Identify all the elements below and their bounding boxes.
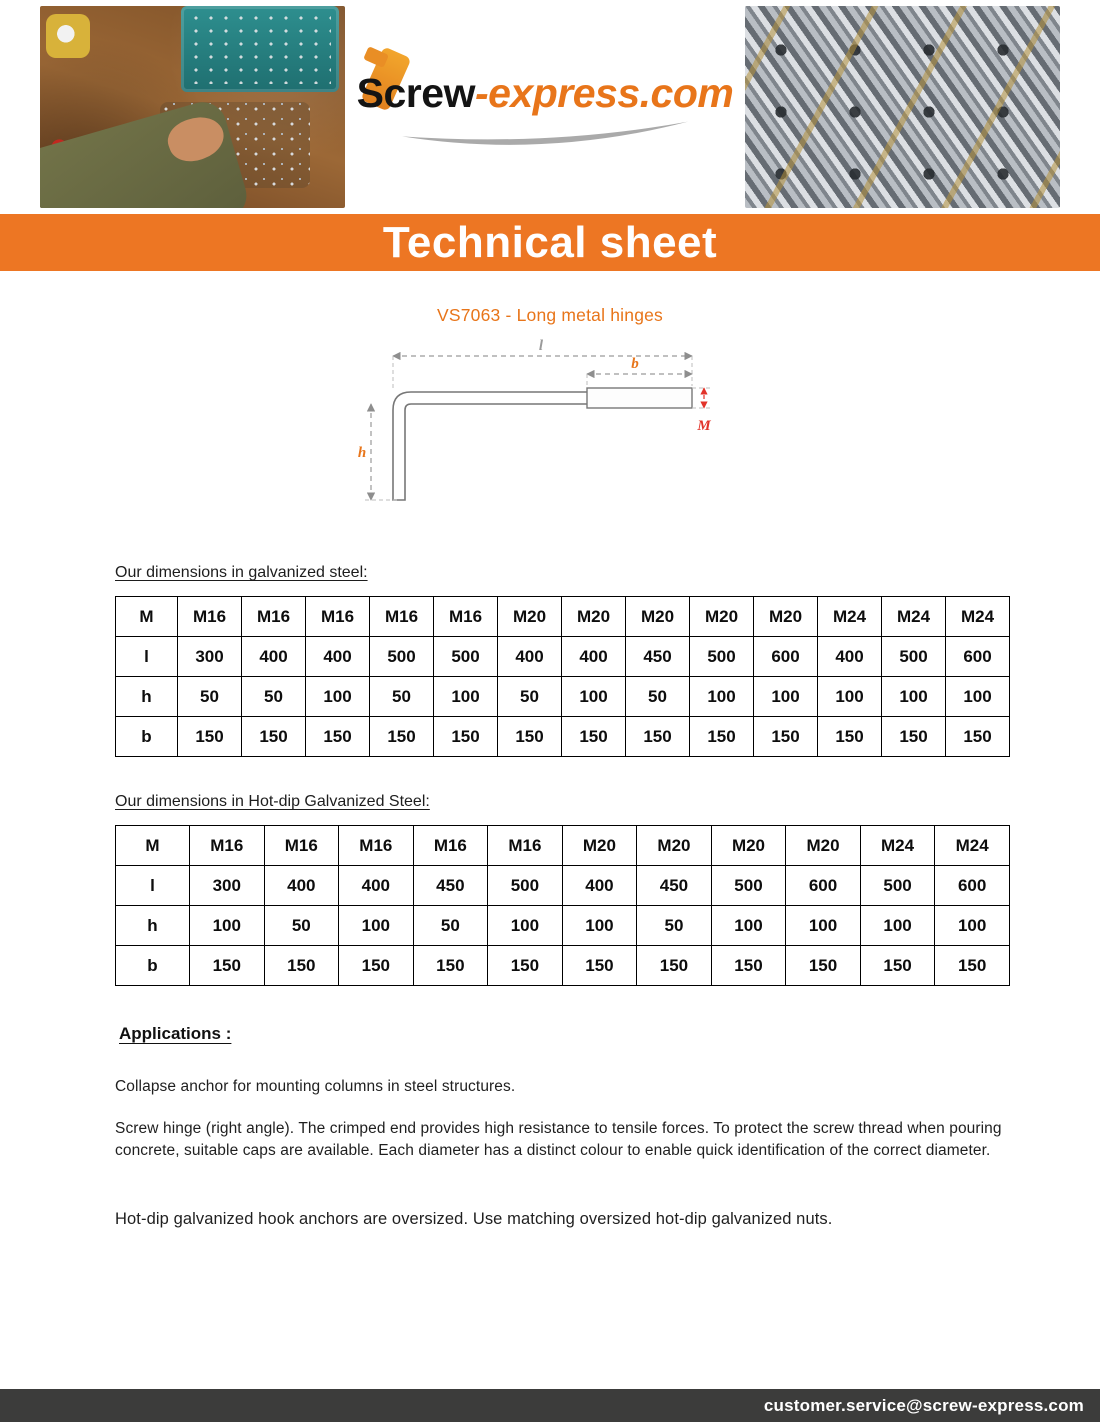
dimension-cell: 150	[860, 946, 935, 986]
dimension-cell: 150	[786, 946, 861, 986]
dimension-cell: 300	[190, 866, 265, 906]
dimension-cell: 100	[562, 906, 637, 946]
dimension-cell: 50	[370, 677, 434, 717]
dimension-cell: M16	[242, 597, 306, 637]
dimension-cell: 500	[488, 866, 563, 906]
dimension-cell: 100	[754, 677, 818, 717]
dimension-cell: 50	[498, 677, 562, 717]
row-label: h	[116, 677, 178, 717]
dimension-cell: 100	[190, 906, 265, 946]
table-row	[116, 826, 1010, 866]
row-label: M	[116, 826, 190, 866]
logo-brand: Screw	[356, 70, 475, 116]
dimension-cell: 100	[562, 677, 626, 717]
dimension-cell: M20	[637, 826, 712, 866]
dimension-cell: 150	[370, 717, 434, 757]
dimension-cell: 150	[306, 717, 370, 757]
table-row	[116, 637, 1010, 677]
row-label: h	[116, 906, 190, 946]
diagram-label-m: M	[697, 418, 711, 434]
dimension-cell: 400	[306, 637, 370, 677]
logo	[345, 6, 745, 145]
photo-decor-arm	[40, 97, 252, 208]
dimension-cell: M20	[754, 597, 818, 637]
dimension-cell: 500	[370, 637, 434, 677]
dimension-cell: 400	[264, 866, 339, 906]
dimension-cell: M20	[562, 597, 626, 637]
logo-swoosh-icon	[380, 119, 710, 145]
table-caption-galvanized: Our dimensions in galvanized steel:	[115, 564, 368, 581]
screws-photo	[745, 6, 1060, 208]
dimension-cell: M24	[935, 826, 1010, 866]
dimension-cell: 150	[562, 946, 637, 986]
diagram-label-l: l	[538, 338, 544, 354]
dimension-cell: 500	[860, 866, 935, 906]
dimension-cell: 150	[946, 717, 1010, 757]
dimension-cell: M24	[860, 826, 935, 866]
dimension-cell: 150	[488, 946, 563, 986]
dimension-cell: 100	[690, 677, 754, 717]
application-paragraph-3: Hot-dip galvanized hook anchors are oversized. Use matching oversized hot-dip galvanized nuts.	[115, 1210, 833, 1228]
dimension-cell: M24	[882, 597, 946, 637]
dimension-cell: M16	[488, 826, 563, 866]
dimension-cell: 100	[488, 906, 563, 946]
table-row	[116, 597, 1010, 637]
table-row	[116, 717, 1010, 757]
masthead	[0, 0, 1100, 214]
dimension-cell: 150	[562, 717, 626, 757]
application-paragraph-1: Collapse anchor for mounting columns in steel structures.	[115, 1078, 516, 1095]
dimension-cell: M20	[626, 597, 690, 637]
dimension-cell: 100	[306, 677, 370, 717]
dimension-cell: 50	[637, 906, 712, 946]
dimension-cell: 600	[946, 637, 1010, 677]
dimension-cell: 150	[413, 946, 488, 986]
dimension-cell: 150	[339, 946, 414, 986]
dimension-cell: 100	[935, 906, 1010, 946]
dimension-cell: 50	[264, 906, 339, 946]
dimension-cell: 400	[562, 637, 626, 677]
dimension-cell: M24	[818, 597, 882, 637]
dimension-cell: M16	[306, 597, 370, 637]
dimension-cell: 600	[935, 866, 1010, 906]
banner-title: Technical sheet	[382, 217, 718, 267]
application-paragraph-2: Screw hinge (right angle). The crimped end provides high resistance to tensile forces. To protect the screw thread when pouring concrete, suitable caps are available. Each diameter has a distinct colour to enable quick identification of the correct diameter.	[115, 1120, 1002, 1159]
dimension-cell: 400	[242, 637, 306, 677]
dimension-cell: M20	[498, 597, 562, 637]
dimension-cell: 450	[637, 866, 712, 906]
dimension-cell: 50	[242, 677, 306, 717]
dimension-cell: 100	[339, 906, 414, 946]
table-row	[116, 906, 1010, 946]
dimension-cell: 150	[264, 946, 339, 986]
dimension-cell: M16	[434, 597, 498, 637]
dimension-cell: M16	[178, 597, 242, 637]
threaded-section	[587, 388, 692, 408]
dimension-cell: M20	[562, 826, 637, 866]
dimension-cell: M16	[339, 826, 414, 866]
row-label: b	[116, 946, 190, 986]
dimension-cell: 450	[413, 866, 488, 906]
table-row	[116, 677, 1010, 717]
dimension-cell: 100	[711, 906, 786, 946]
dimension-cell: 400	[562, 866, 637, 906]
dimension-cell: 100	[860, 906, 935, 946]
row-label: l	[116, 637, 178, 677]
dimension-cell: 150	[711, 946, 786, 986]
dimension-cell: 150	[242, 717, 306, 757]
hinge-diagram	[355, 334, 745, 522]
logo-domain: -express.com	[474, 70, 734, 116]
dimension-cell: 450	[626, 637, 690, 677]
dimension-cell: M16	[190, 826, 265, 866]
workbench-photo	[40, 6, 345, 208]
dimension-cell: 150	[690, 717, 754, 757]
hotdip-galvanized-steel-table	[115, 825, 1010, 986]
dimension-cell: 400	[818, 637, 882, 677]
dimension-cell: 600	[786, 866, 861, 906]
row-label: M	[116, 597, 178, 637]
diagram-label-h: h	[357, 445, 367, 461]
dimension-cell: 100	[882, 677, 946, 717]
row-label: b	[116, 717, 178, 757]
dimension-cell: 100	[946, 677, 1010, 717]
dimension-cell: M24	[946, 597, 1010, 637]
table-row	[116, 946, 1010, 986]
dimension-cell: M16	[413, 826, 488, 866]
dimension-cell: 500	[690, 637, 754, 677]
dimension-cell: M16	[264, 826, 339, 866]
dimension-cell: 150	[882, 717, 946, 757]
galvanized-steel-table	[115, 596, 1010, 757]
dimension-cell: 100	[786, 906, 861, 946]
content	[0, 564, 1100, 1231]
dimension-cell: M16	[370, 597, 434, 637]
dimension-cell: 500	[434, 637, 498, 677]
dimension-cell: 150	[754, 717, 818, 757]
contact-email: customer.service@screw-express.com	[763, 1395, 1084, 1415]
dimension-cell: 500	[882, 637, 946, 677]
dimension-cell: 400	[339, 866, 414, 906]
table-row	[116, 866, 1010, 906]
dimension-cell: 600	[754, 637, 818, 677]
dimension-cell: 150	[498, 717, 562, 757]
dimension-cell: M20	[690, 597, 754, 637]
dimension-cell: 400	[498, 637, 562, 677]
applications-heading: Applications :	[119, 1024, 232, 1043]
table-caption-hotdip: Our dimensions in Hot-dip Galvanized Steel:	[115, 793, 430, 810]
row-label: l	[116, 866, 190, 906]
dimension-cell: 500	[711, 866, 786, 906]
dimension-cell: M20	[711, 826, 786, 866]
dimension-cell: 300	[178, 637, 242, 677]
dimension-cell: 100	[434, 677, 498, 717]
dimension-cell: 50	[413, 906, 488, 946]
hinge-diagram-svg	[355, 334, 745, 522]
photo-decor-screws	[189, 12, 331, 84]
dimension-cell: M20	[786, 826, 861, 866]
logo-text	[345, 70, 745, 117]
dimension-cell: 150	[178, 717, 242, 757]
dimension-cell: 150	[434, 717, 498, 757]
banner	[0, 214, 1100, 271]
dimension-cell: 150	[818, 717, 882, 757]
dimension-cell: 150	[935, 946, 1010, 986]
footer	[0, 1389, 1100, 1422]
dimension-cell: 150	[190, 946, 265, 986]
dimension-cell: 50	[626, 677, 690, 717]
dimension-cell: 150	[637, 946, 712, 986]
dimension-cell: 150	[626, 717, 690, 757]
diagram-label-b: b	[631, 356, 639, 372]
dimension-cell: 100	[818, 677, 882, 717]
photo-decor-tape-measure	[46, 14, 90, 58]
product-title: VS7063 - Long metal hinges	[436, 305, 664, 325]
dimension-cell: 50	[178, 677, 242, 717]
